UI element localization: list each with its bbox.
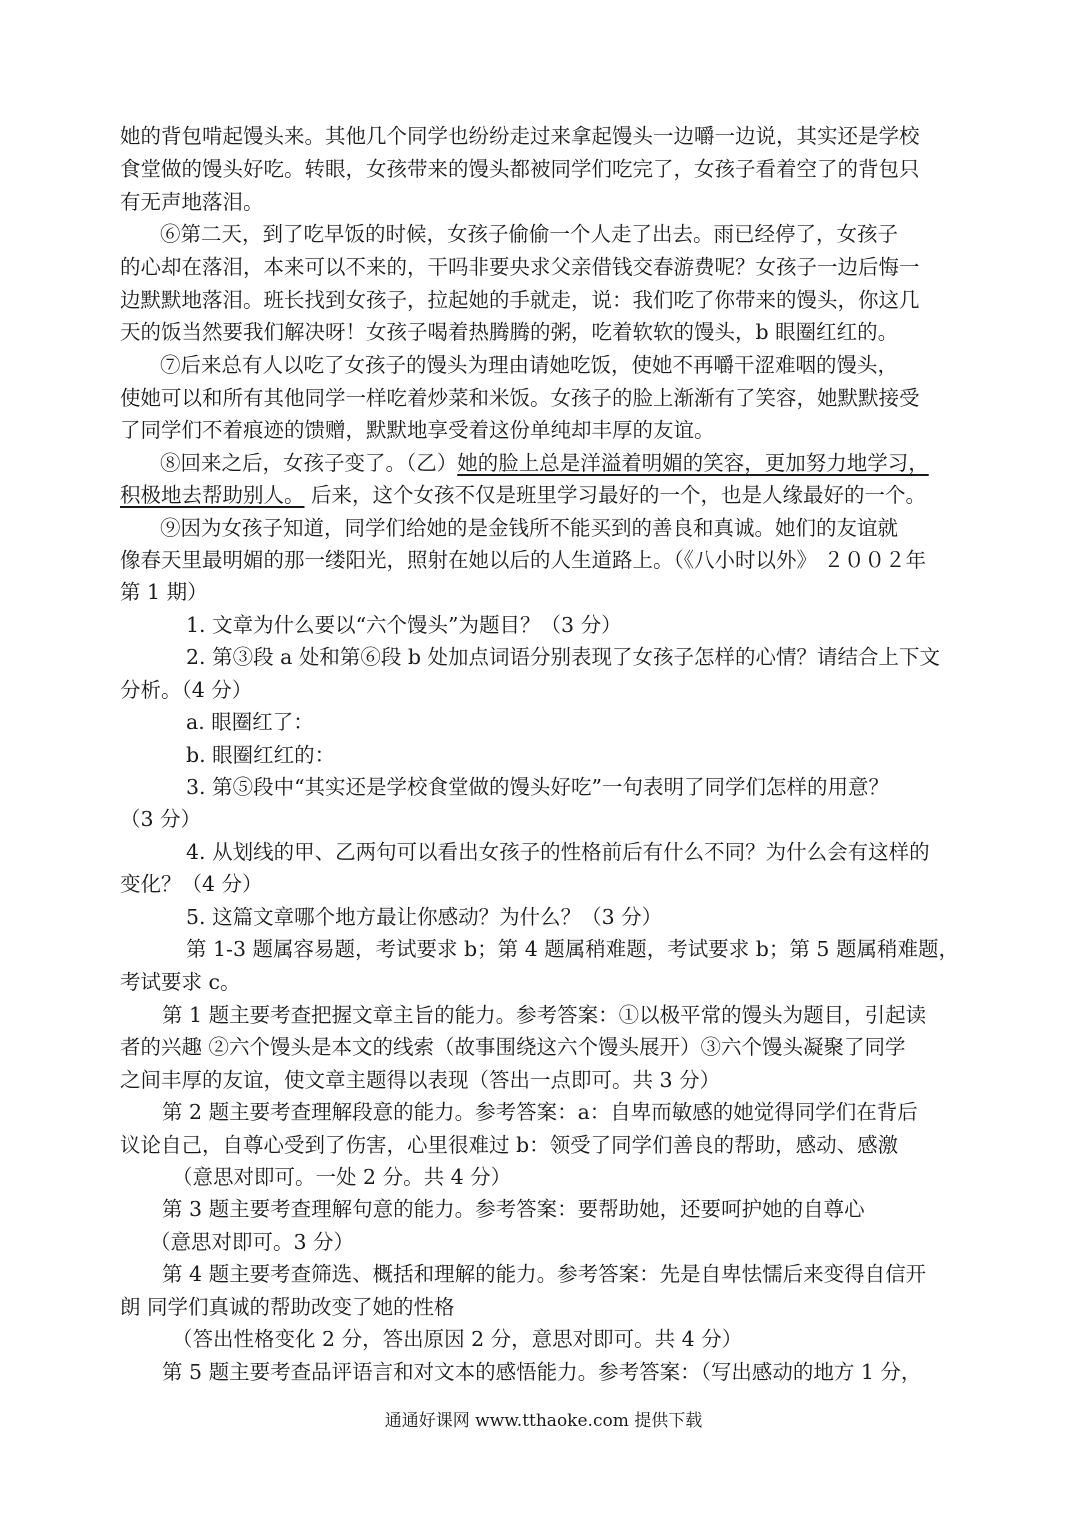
underlined-sentence-yi: 她的脸上总是洋溢着明媚的笑容，更加努力地学习， — [457, 451, 929, 475]
answer-1-line-1: 第 1 题主要考查把握文章主旨的能力。参考答案：①以极平常的馒头为题目，引起读 — [162, 1003, 927, 1027]
question-3-line-2: （3 分） — [120, 807, 202, 831]
paragraph-5-line-2: 食堂做的馒头好吃。转眼，女孩带来的馒头都被同学们吃完了，女孩子看着空了的背包只 — [120, 157, 920, 181]
paragraph-8-prefix: ⑧回来之后，女孩子变了。（乙） — [160, 451, 458, 475]
answer-2-line-3: （意思对即可。一处 2 分。共 4 分） — [172, 1165, 512, 1189]
paragraph-5-line-3: 有无声地落泪。 — [120, 190, 264, 214]
answer-5-line-1: 第 5 题主要考查品评语言和对文本的感悟能力。参考答案：（写出感动的地方 1 分， — [162, 1360, 922, 1384]
question-2-b: b. 眼圈红红的： — [186, 743, 336, 767]
paragraph-8-line-2 — [120, 481, 926, 509]
answer-4-line-2: 朗 同学们真诚的帮助改变了她的性格 — [120, 1295, 455, 1319]
paragraph-6-line-4: 天的饭当然要我们解决呀！女孩子喝着热腾腾的粥，吃着软软的馒头，b 眼圈红红的。 — [120, 320, 899, 344]
answer-3-line-1: 第 3 题主要考查理解句意的能力。参考答案：要帮助她，还要呵护她的自尊心 — [162, 1197, 865, 1221]
paragraph-6-line-3: 边默默地落泪。班长找到女孩子，拉起她的手就走，说：我们吃了你带来的馒头，你这几 — [120, 288, 920, 312]
answer-1-line-3: 之间丰厚的友谊，使文章主题得以表现（答出一点即可。共 3 分） — [120, 1068, 721, 1092]
question-5: 5. 这篇文章哪个地方最让你感动？为什么？（3 分） — [186, 905, 663, 929]
answer-4-line-3: （答出性格变化 2 分，答出原因 2 分，意思对即可。共 4 分） — [172, 1327, 743, 1351]
paragraph-7-line-3: 了同学们不着痕迹的馈赠，默默地享受着这份单纯却丰厚的友谊。 — [120, 418, 715, 442]
question-2-line-2: 分析。（4 分） — [120, 678, 253, 702]
answer-3-line-2: （意思对即可。3 分） — [150, 1230, 355, 1254]
question-1: 1. 文章为什么要以“六个馒头”为题目？（3 分） — [186, 613, 622, 637]
question-2-line-1: 2. 第③段 a 处和第⑥段 b 处加点词语分别表现了女孩子怎样的心情？请结合上下文 — [186, 645, 940, 669]
question-3-line-1: 3. 第⑤段中“其实还是学校食堂做的馒头好吃”一句表明了同学们怎样的用意？ — [186, 775, 890, 799]
paragraph-9-line-2: 像春天里最明媚的那一缕阳光，照射在她以后的人生道路上。（《八小时以外》 ２００２年 — [120, 548, 927, 572]
answer-4-line-1: 第 4 题主要考查筛选、概括和理解的能力。参考答案：先是自卑怯懦后来变得自信开 — [162, 1262, 927, 1286]
underlined-sentence-yi-cont: 积极地去帮助别人。 — [120, 483, 305, 507]
paragraph-9-line-1: ⑨因为女孩子知道，同学们给她的是金钱所不能买到的善良和真诚。她们的友谊就 — [160, 516, 898, 540]
difficulty-line-1: 第 1-3 题属容易题，考试要求 b；第 4 题属稍难题，考试要求 b；第 5 题属稍难题， — [186, 937, 959, 961]
paragraph-6-line-2: 的心却在落泪，本来可以不来的，干吗非要央求父亲借钱交春游费呢？女孩子一边后悔一 — [120, 255, 920, 279]
question-4-line-2: 变化？（4 分） — [120, 872, 263, 896]
difficulty-line-2: 考试要求 c。 — [120, 970, 241, 994]
answer-1-line-2: 者的兴趣 ②六个馒头是本文的线索（故事围绕这六个馒头展开）③六个馒头凝聚了同学 — [120, 1035, 906, 1059]
question-4-line-1: 4. 从划线的甲、乙两句可以看出女孩子的性格前后有什么不同？为什么会有这样的 — [186, 840, 930, 864]
paragraph-7-line-1: ⑦后来总有人以吃了女孩子的馒头为理由请她吃饭，使她不再嚼干涩难咽的馒头， — [160, 353, 898, 377]
paragraph-8-rest: 后来，这个女孩不仅是班里学习最好的一个，也是人缘最好的一个。 — [304, 483, 927, 507]
paragraph-5-line-1: 她的背包啃起馒头来。其他几个同学也纷纷走过来拿起馒头一边嚼一边说，其实还是学校 — [120, 124, 920, 148]
paragraph-7-line-2: 使她可以和所有其他同学一样吃着炒菜和米饭。女孩子的脸上渐渐有了笑容，她默默接受 — [120, 386, 920, 410]
paragraph-9-line-3: 第 1 期） — [120, 580, 208, 604]
answer-2-line-2: 议论自己，自尊心受到了伤害，心里很难过 b：领受了同学们善良的帮助，感动、感激 — [120, 1133, 899, 1157]
paragraph-8-line-1 — [160, 449, 929, 477]
question-2-a: a. 眼圈红了： — [186, 710, 314, 734]
answer-2-line-1: 第 2 题主要考查理解段意的能力。参考答案：a：自卑而敏感的她觉得同学们在背后 — [162, 1100, 918, 1124]
page-footer: 通通好课网 www.tthaoke.com 提供下载 — [384, 1411, 703, 1431]
paragraph-6-line-1: ⑥第二天，到了吃早饭的时候，女孩子偷偷一个人走了出去。雨已经停了，女孩子 — [160, 222, 898, 246]
